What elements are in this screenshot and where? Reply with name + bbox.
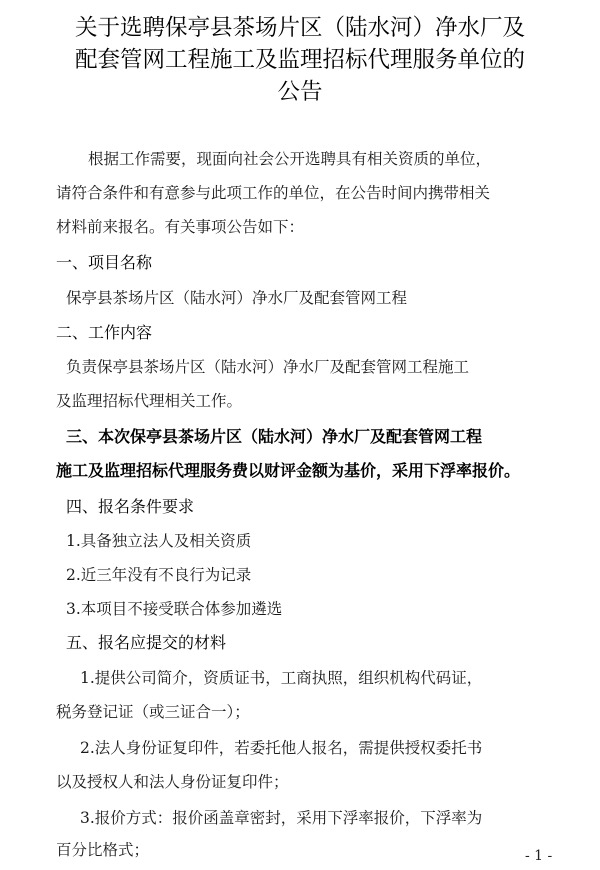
list-item: 1.提供公司简介，资质证书，工商执照，组织机构代码证， (80, 669, 483, 687)
intro-line: 材料前来报名。有关事项公告如下： (56, 218, 305, 236)
list-item: 百分比格式； (56, 841, 150, 859)
list-item: 3.本项目不接受联合体参加遴选 (66, 600, 283, 618)
title-line: 公告 (277, 79, 323, 105)
section-heading-bold: 三、本次保亭县茶场片区（陆水河）净水厂及配套管网工程 (66, 427, 483, 446)
list-item: 1.具备独立法人及相关资质 (66, 532, 252, 550)
list-item: 以及授权人和法人身份证复印件； (56, 773, 289, 791)
section-text: 负责保亭县茶场片区（陆水河）净水厂及配套管网工程施工 (66, 358, 470, 376)
intro-line: 请符合条件和有意参与此项工作的单位，在公告时间内携带相关 (56, 184, 491, 202)
title-line: 关于选聘保亭县茶场片区（陆水河）净水厂及 (74, 15, 525, 41)
page-title (24, 12, 576, 108)
section-heading: 五、报名应提交的材料 (66, 633, 227, 652)
section-heading: 二、工作内容 (56, 323, 153, 342)
list-item: 2.近三年没有不良行为记录 (66, 566, 252, 584)
intro-line: 根据工作需要，现面向社会公开选聘具有相关资质的单位， (88, 150, 492, 168)
section-text: 保亭县茶场片区（陆水河）净水厂及配套管网工程 (66, 289, 408, 307)
page-number: - 1 - (525, 848, 553, 864)
title-line: 配套管网工程施工及监理招标代理服务单位的 (74, 47, 525, 73)
list-item: 3.报价方式：报价函盖章密封，采用下浮率报价，下浮率为 (80, 809, 483, 827)
section-heading: 一、项目名称 (56, 253, 153, 272)
list-item: 2.法人身份证复印件，若委托他人报名，需提供授权委托书 (80, 739, 483, 757)
section-text: 及监理招标代理相关工作。 (56, 392, 243, 410)
section-heading: 四、报名条件要求 (66, 497, 195, 516)
section-heading-bold: 施工及监理招标代理服务费以财评金额为基价，采用下浮率报价。 (56, 461, 521, 480)
list-item: 税务登记证（或三证合一）； (56, 703, 250, 721)
